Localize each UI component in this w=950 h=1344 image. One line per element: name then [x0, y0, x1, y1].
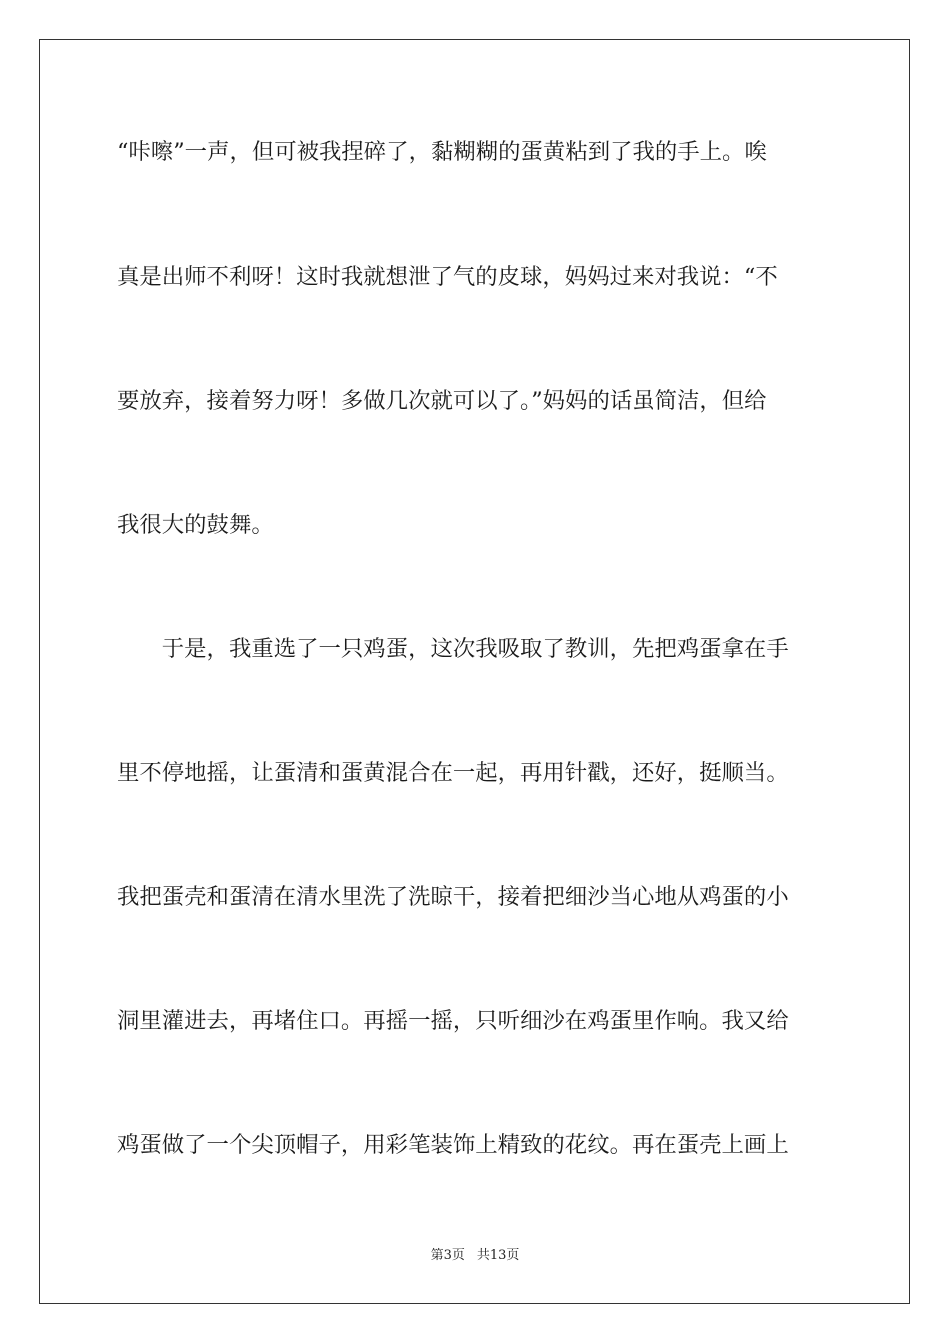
- text-line-9: 鸡蛋做了一个尖顶帽子，用彩笔装饰上精致的花纹。再在蛋壳上画上: [117, 1132, 789, 1158]
- text-line-5: 于是，我重选了一只鸡蛋，这次我吸取了教训，先把鸡蛋拿在手: [117, 636, 789, 662]
- page-footer: [0, 1247, 950, 1265]
- text-line-7: 我把蛋壳和蛋清在清水里洗了洗晾干，接着把细沙当心地从鸡蛋的小: [117, 884, 789, 910]
- text-line-3: 要放弃，接着努力呀！多做几次就可以了。”妈妈的话虽简洁，但给: [117, 388, 767, 414]
- page-number: 第3页: [430, 1248, 465, 1263]
- page-total: 共13页: [476, 1248, 520, 1263]
- text-line-1: “咔嚓”一声，但可被我捏碎了，黏糊糊的蛋黄粘到了我的手上。唉: [117, 139, 767, 165]
- text-line-2: 真是出师不利呀！这时我就想泄了气的皮球，妈妈过来对我说：“不: [117, 264, 778, 290]
- page-border: [39, 39, 910, 1304]
- text-line-6: 里不停地摇，让蛋清和蛋黄混合在一起，再用针戳，还好，挺顺当。: [117, 760, 789, 786]
- text-line-8: 洞里灌进去，再堵住口。再摇一摇，只听细沙在鸡蛋里作响。我又给: [117, 1008, 789, 1034]
- text-line-4: 我很大的鼓舞。: [117, 512, 274, 538]
